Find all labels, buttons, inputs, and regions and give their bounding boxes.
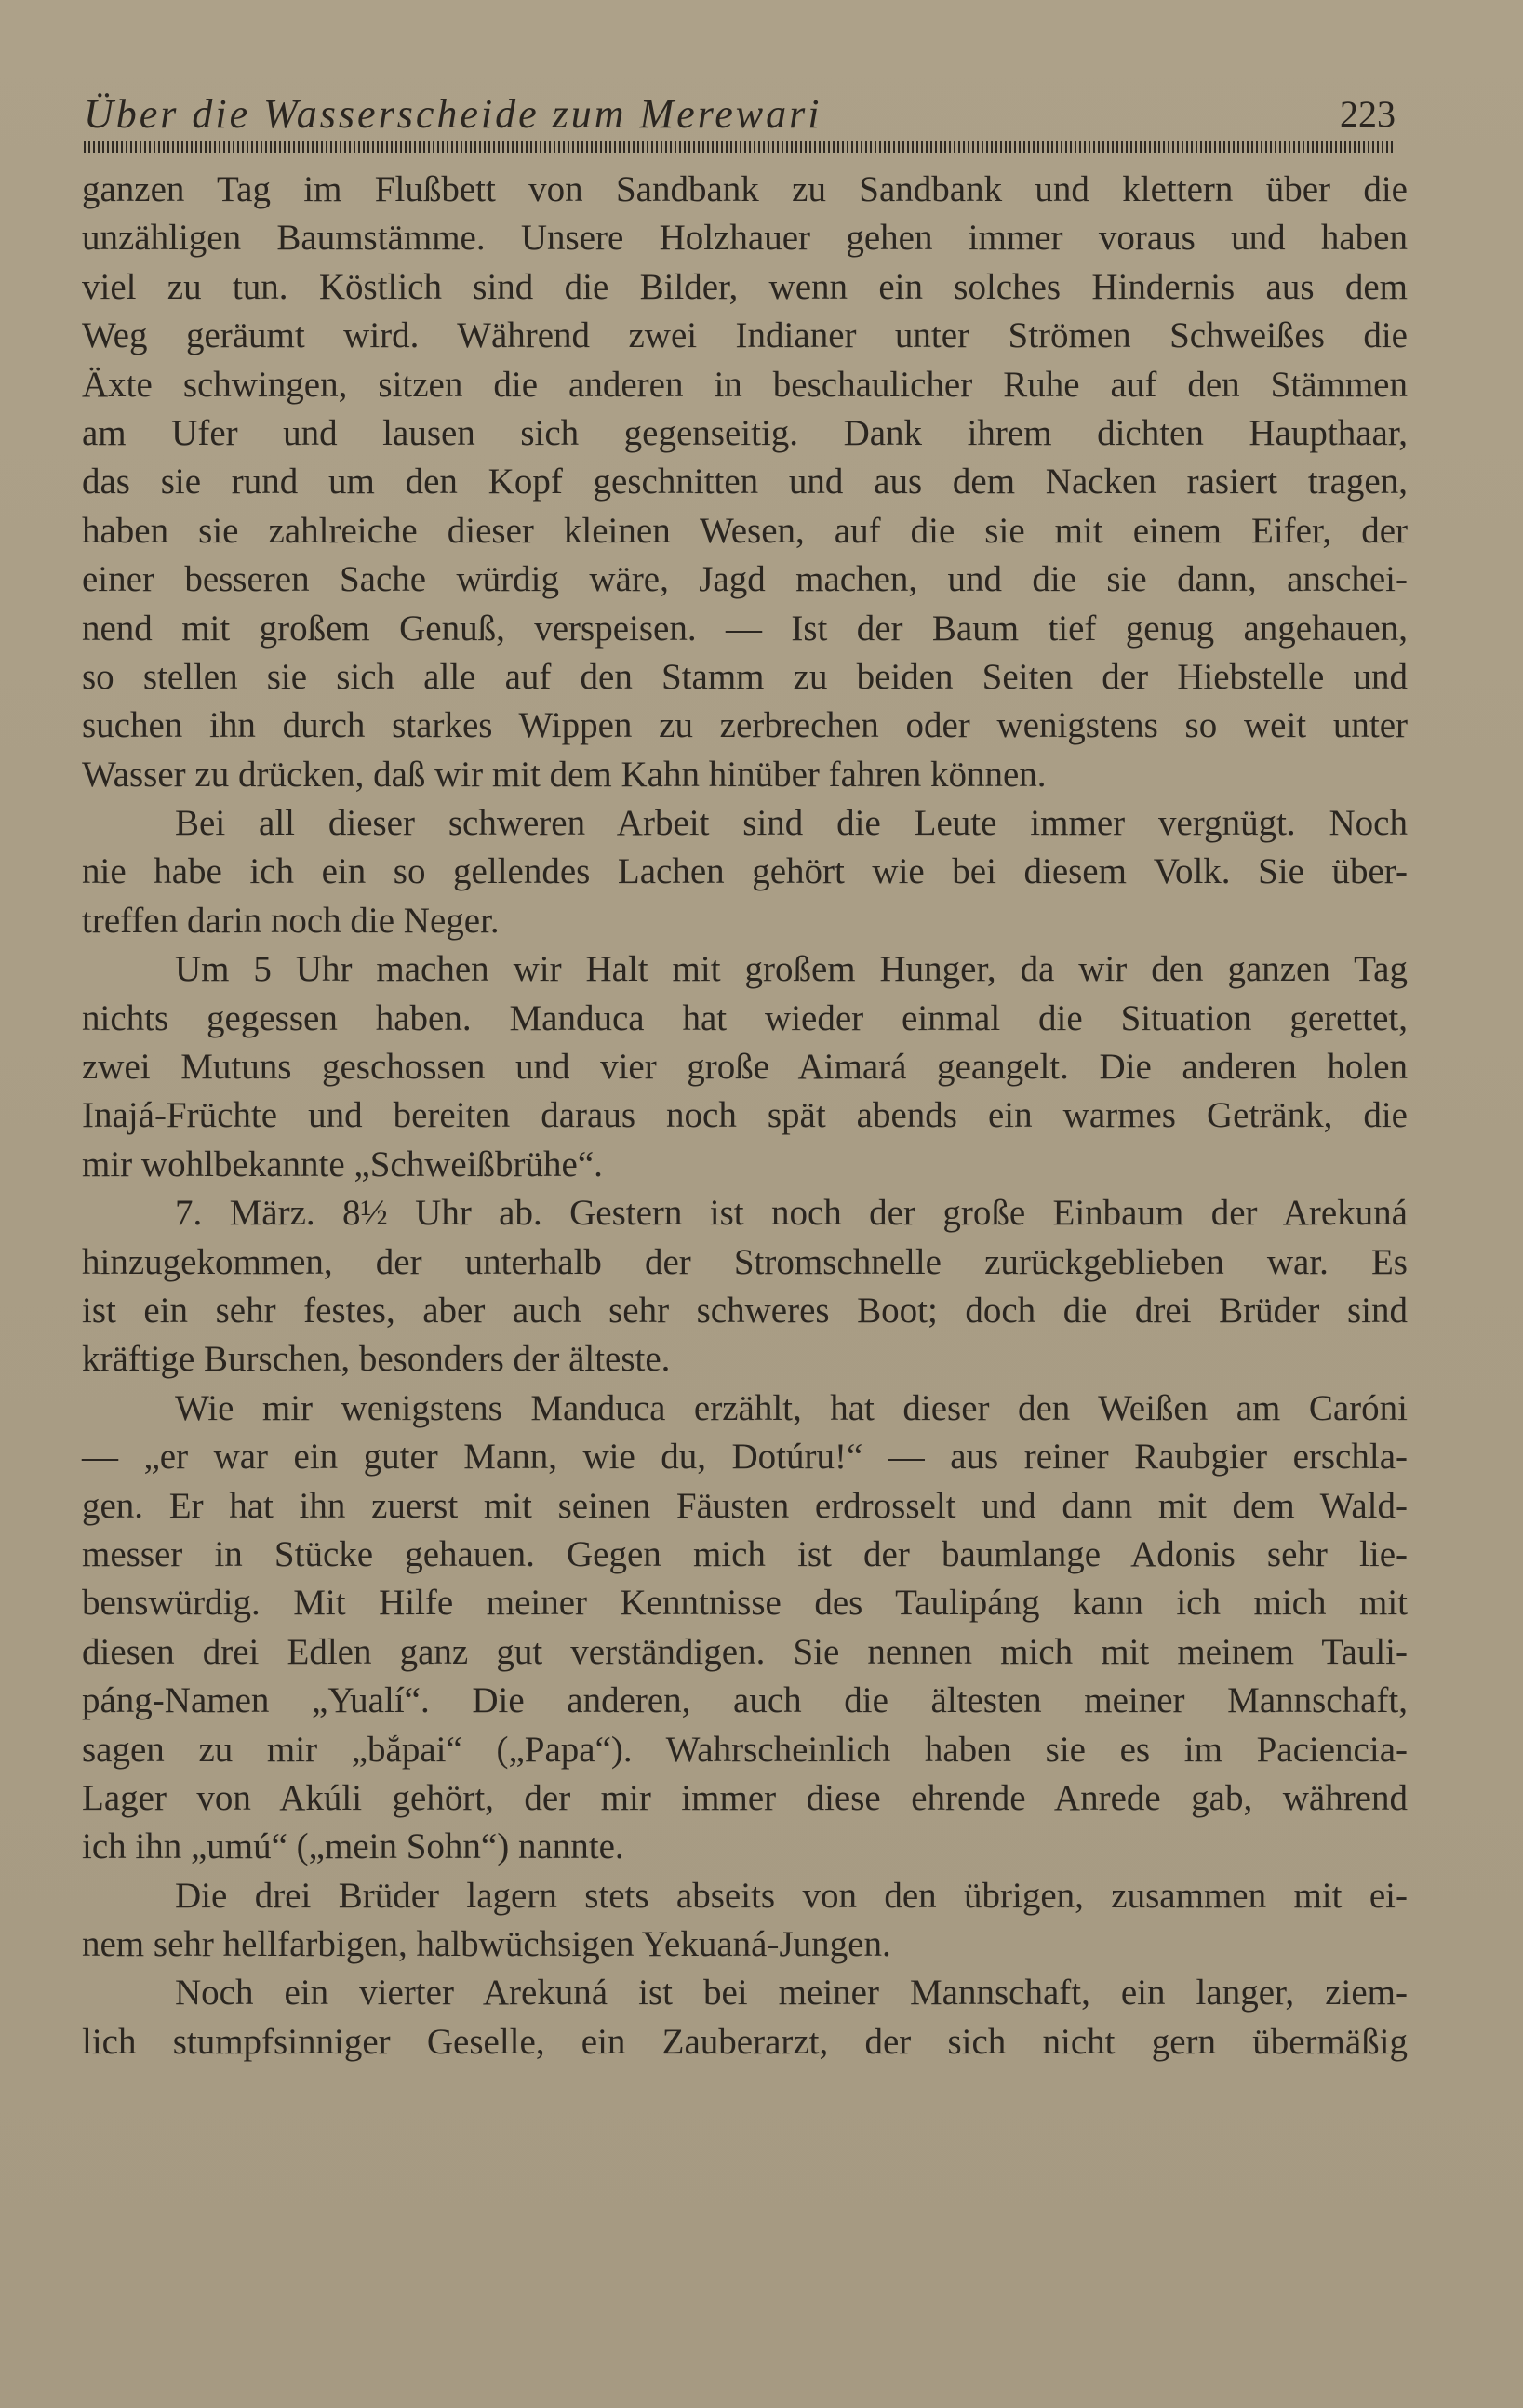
- text-line: nend mit großem Genuß, verspeisen. — Ist der Baum tief genug angehauen,: [82, 608, 1408, 649]
- text-line: haben sie zahlreiche dieser kleinen Wesen, auf die sie mit einem Eifer, der: [82, 510, 1408, 551]
- text-line: Lager von Akúli gehört, der mir immer diese ehrende Anrede gab, während: [82, 1777, 1408, 1818]
- text-line: messer in Stücke gehauen. Gegen mich ist der baumlange Adonis sehr lie-: [82, 1533, 1408, 1574]
- text-line: diesen drei Edlen ganz gut verständigen. Sie nennen mich mit meinem Tauli-: [82, 1631, 1408, 1672]
- text-line: Die drei Brüder lagern stets abseits von den übrigen, zusammen mit ei-: [175, 1875, 1408, 1916]
- text-line: lich stumpfsinniger Geselle, ein Zauberarzt, der sich nicht gern übermäßig: [82, 2021, 1408, 2062]
- page-header: [84, 91, 1396, 138]
- text-line: Weg geräumt wird. Während zwei Indianer unter Strömen Schweißes die: [82, 315, 1408, 356]
- text-line: — „er war ein guter Mann, wie du, Dotúru!“ — aus reiner Raubgier erschla-: [82, 1437, 1408, 1478]
- text-line: viel zu tun. Köstlich sind die Bilder, wenn ein solches Hindernis aus dem: [82, 266, 1408, 307]
- text-line: Um 5 Uhr machen wir Halt mit großem Hunger, da wir den ganzen Tag: [175, 949, 1408, 990]
- text-line: Wasser zu drücken, daß wir mit dem Kahn hinüber fahren können.: [82, 754, 1047, 795]
- text-line: hinzugekommen, der unterhalb der Stromschnelle zurückgeblieben war. Es: [82, 1241, 1408, 1282]
- text-line: sagen zu mir „bắpai“ („Papa“). Wahrscheinlich haben sie es im Paciencia-: [82, 1729, 1408, 1770]
- body-text: [82, 166, 1408, 2067]
- text-line: suchen ihn durch starkes Wippen zu zerbrechen oder wenigstens so weit unter: [82, 705, 1408, 746]
- text-line: páng-Namen „Yualí“. Die anderen, auch die ältesten meiner Mannschaft,: [82, 1680, 1408, 1721]
- text-line: Bei all dieser schweren Arbeit sind die Leute immer vergnügt. Noch: [175, 803, 1408, 844]
- text-line: so stellen sie sich alle auf den Stamm zu beiden Seiten der Hiebstelle und: [82, 656, 1408, 697]
- text-line: ich ihn „umú“ („mein Sohn“) nannte.: [82, 1826, 624, 1867]
- text-line: ist ein sehr festes, aber auch sehr schweres Boot; doch die drei Brüder sind: [82, 1290, 1408, 1331]
- text-line: benswürdig. Mit Hilfe meiner Kenntnisse des Taulipáng kann ich mich mit: [82, 1583, 1408, 1624]
- text-line: zwei Mutuns geschossen und vier große Aimará geangelt. Die anderen holen: [82, 1047, 1408, 1088]
- text-line: das sie rund um den Kopf geschnitten und aus dem Nacken rasiert tragen,: [82, 462, 1408, 502]
- text-line: treffen darin noch die Neger.: [82, 900, 500, 941]
- running-title: Über die Wasserscheide zum Merewari: [84, 91, 822, 137]
- text-line: am Ufer und lausen sich gegenseitig. Dank ihrem dichten Haupthaar,: [82, 412, 1408, 453]
- text-line: unzähligen Baumstämme. Unsere Holzhauer gehen immer voraus und haben: [82, 218, 1408, 259]
- text-line: nie habe ich ein so gellendes Lachen gehört wie bei diesem Volk. Sie über-: [82, 851, 1408, 892]
- header-rule: [84, 141, 1396, 153]
- text-line: Äxte schwingen, sitzen die anderen in beschaulicher Ruhe auf den Stämmen: [82, 364, 1408, 405]
- text-line: gen. Er hat ihn zuerst mit seinen Fäusten erdrosselt und dann mit dem Wald-: [82, 1485, 1408, 1526]
- text-line: nichts gegessen haben. Manduca hat wieder einmal die Situation gerettet,: [82, 997, 1408, 1038]
- text-line: Wie mir wenigstens Manduca erzählt, hat dieser den Weißen am Caróni: [175, 1387, 1408, 1428]
- text-line: nem sehr hellfarbigen, halbwüchsigen Yekuaná-Jungen.: [82, 1924, 891, 1965]
- text-line: mir wohlbekannte „Schweißbrühe“.: [82, 1144, 603, 1184]
- text-line: Noch ein vierter Arekuná ist bei meiner Mannschaft, ein langer, ziem-: [175, 1973, 1408, 2013]
- text-line: kräftige Burschen, besonders der älteste.: [82, 1339, 671, 1380]
- page-number: 223: [1340, 93, 1396, 135]
- text-line: einer besseren Sache würdig wäre, Jagd machen, und die sie dann, anschei-: [82, 559, 1408, 600]
- text-line: 7. März. 8½ Uhr ab. Gestern ist noch der große Einbaum der Arekuná: [175, 1193, 1408, 1234]
- text-line: ganzen Tag im Flußbett von Sandbank zu Sandbank und klettern über die: [82, 169, 1408, 209]
- text-line: Inajá-Früchte und bereiten daraus noch spät abends ein warmes Getränk, die: [82, 1095, 1408, 1136]
